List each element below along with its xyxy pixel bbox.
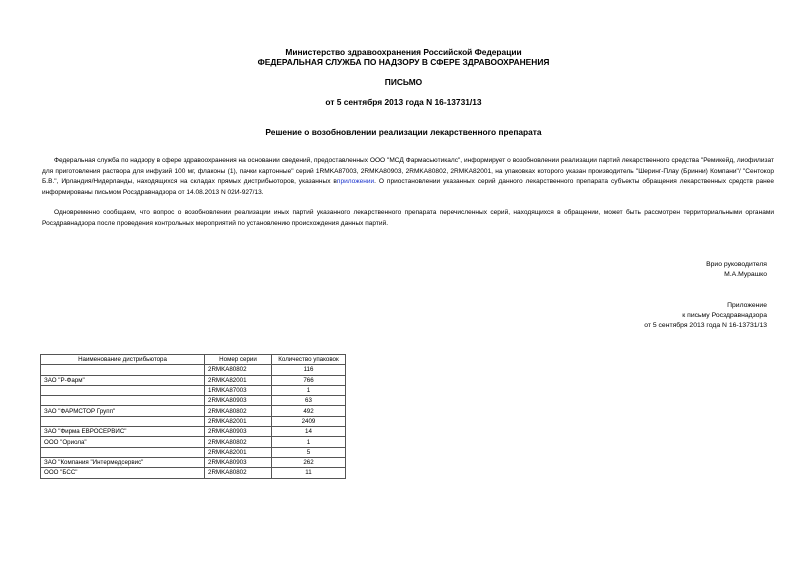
paragraph-1-text-a: Федеральная служба по надзору в сфере здравоохранения на основании сведений, предоставленных ООО "МСД Фармасьютикалс", информирует о возобновлении реализации партий лекарственного средства "Ремикейд, лиофилизат для приготовления раствора для инфузий 100 мг, флаконы (1), пачки картонные" серий 1RMKA87003, 2RMKA80903, 2RMKA80802, 2RMKA82001, на упаковках которого указан производитель "Шеринг-Плау (Бринни) Компани"/ "Сентокор Б.В.", Ирландия/Нидерланды, находящихся на складах прямых дистрибьюторов, указанных в	[42, 157, 774, 186]
table-row	[41, 375, 346, 385]
qty-cell: 1	[272, 385, 346, 395]
distributor-cell	[41, 396, 205, 406]
qty-cell: 63	[272, 396, 346, 406]
paragraph-2: Одновременно сообщаем, что вопрос о возобновлении реализации иных партий указанного лекарственного препарата перечисленных серий, находящихся в обращении, может быть рассмотрен территориальными органами Росздравнадзора после проведения контрольных мероприятий по установлению происхождения данных партий.	[42, 209, 774, 227]
signature-name: М.А.Мурашко	[724, 271, 767, 278]
table-row	[41, 396, 346, 406]
appendix-block	[644, 301, 767, 331]
doc-date: от 5 сентября 2013 года N 16-13731/13	[325, 97, 482, 107]
table-row	[41, 416, 346, 426]
series-cell: 2RMKA80802	[205, 437, 272, 447]
doc-type: ПИСЬМО	[384, 77, 423, 87]
header-qty: Количество упаковок	[272, 355, 346, 365]
distributor-cell: ООО "Ориола"	[41, 437, 205, 447]
table-row	[41, 406, 346, 416]
series-cell: 2RMKA80802	[205, 406, 272, 416]
table-row	[41, 427, 346, 437]
distributor-cell	[41, 416, 205, 426]
appendix-ref: к письму Росздравнадзора	[682, 312, 767, 319]
distributor-cell	[41, 447, 205, 457]
distributor-cell: ЗАО "Р-Фарм"	[41, 375, 205, 385]
table-row	[41, 457, 346, 467]
table-row	[41, 447, 346, 457]
series-cell: 2RMKA82001	[205, 447, 272, 457]
paragraph-1	[42, 156, 774, 199]
qty-cell: 262	[272, 457, 346, 467]
doc-title: Решение о возобновлении реализации лекарственного препарата	[265, 127, 542, 137]
distributor-cell	[41, 365, 205, 375]
qty-cell: 2409	[272, 416, 346, 426]
qty-cell: 14	[272, 427, 346, 437]
series-cell: 2RMKA80802	[205, 468, 272, 478]
header-series: Номер серии	[205, 355, 272, 365]
qty-cell: 492	[272, 406, 346, 416]
series-cell: 2RMKA80802	[205, 365, 272, 375]
distributor-cell: ООО "БСС"	[41, 468, 205, 478]
ministry-name: Министерство здравоохранения Российской Федерации	[285, 47, 522, 57]
series-cell: 2RMKA80903	[205, 396, 272, 406]
table-row	[41, 468, 346, 478]
signature-position: Врио руководителя	[706, 261, 767, 268]
distributor-cell: ЗАО "ФАРМСТОР Групп"	[41, 406, 205, 416]
distributor-cell	[41, 385, 205, 395]
distributor-cell: ЗАО "Фирма ЕВРОСЕРВИС"	[41, 427, 205, 437]
distributor-cell: ЗАО "Компания "Интермедсервис"	[41, 457, 205, 467]
table-row	[41, 365, 346, 375]
service-name: ФЕДЕРАЛЬНАЯ СЛУЖБА ПО НАДЗОРУ В СФЕРЕ ЗДРАВООХРАНЕНИЯ	[257, 57, 550, 67]
qty-cell: 11	[272, 468, 346, 478]
qty-cell: 766	[272, 375, 346, 385]
signature-block	[706, 260, 767, 280]
table-header-row	[41, 355, 346, 365]
appendix-title: Приложение	[727, 302, 767, 309]
table-row	[41, 437, 346, 447]
appendix-link[interactable]: приложении	[336, 178, 375, 186]
qty-cell: 116	[272, 365, 346, 375]
qty-cell: 1	[272, 437, 346, 447]
qty-cell: 5	[272, 447, 346, 457]
series-cell: 2RMKA80903	[205, 457, 272, 467]
appendix-date: от 5 сентября 2013 года N 16-13731/13	[644, 322, 767, 329]
series-cell: 1RMKA87003	[205, 385, 272, 395]
distributor-table	[40, 354, 346, 479]
series-cell: 2RMKA82001	[205, 375, 272, 385]
series-cell: 2RMKA82001	[205, 416, 272, 426]
series-cell: 2RMKA80903	[205, 427, 272, 437]
header-distributor: Наименование дистрибьютора	[41, 355, 205, 365]
paragraph-1-text-b: . О приостановлении указанных серий данного лекарственного препарата субъекты обращения лекарственных средств ранее информированы письмом Росздравнадзора от 14.08.2013 N 02И-927/13.	[42, 178, 774, 197]
table-row	[41, 385, 346, 395]
